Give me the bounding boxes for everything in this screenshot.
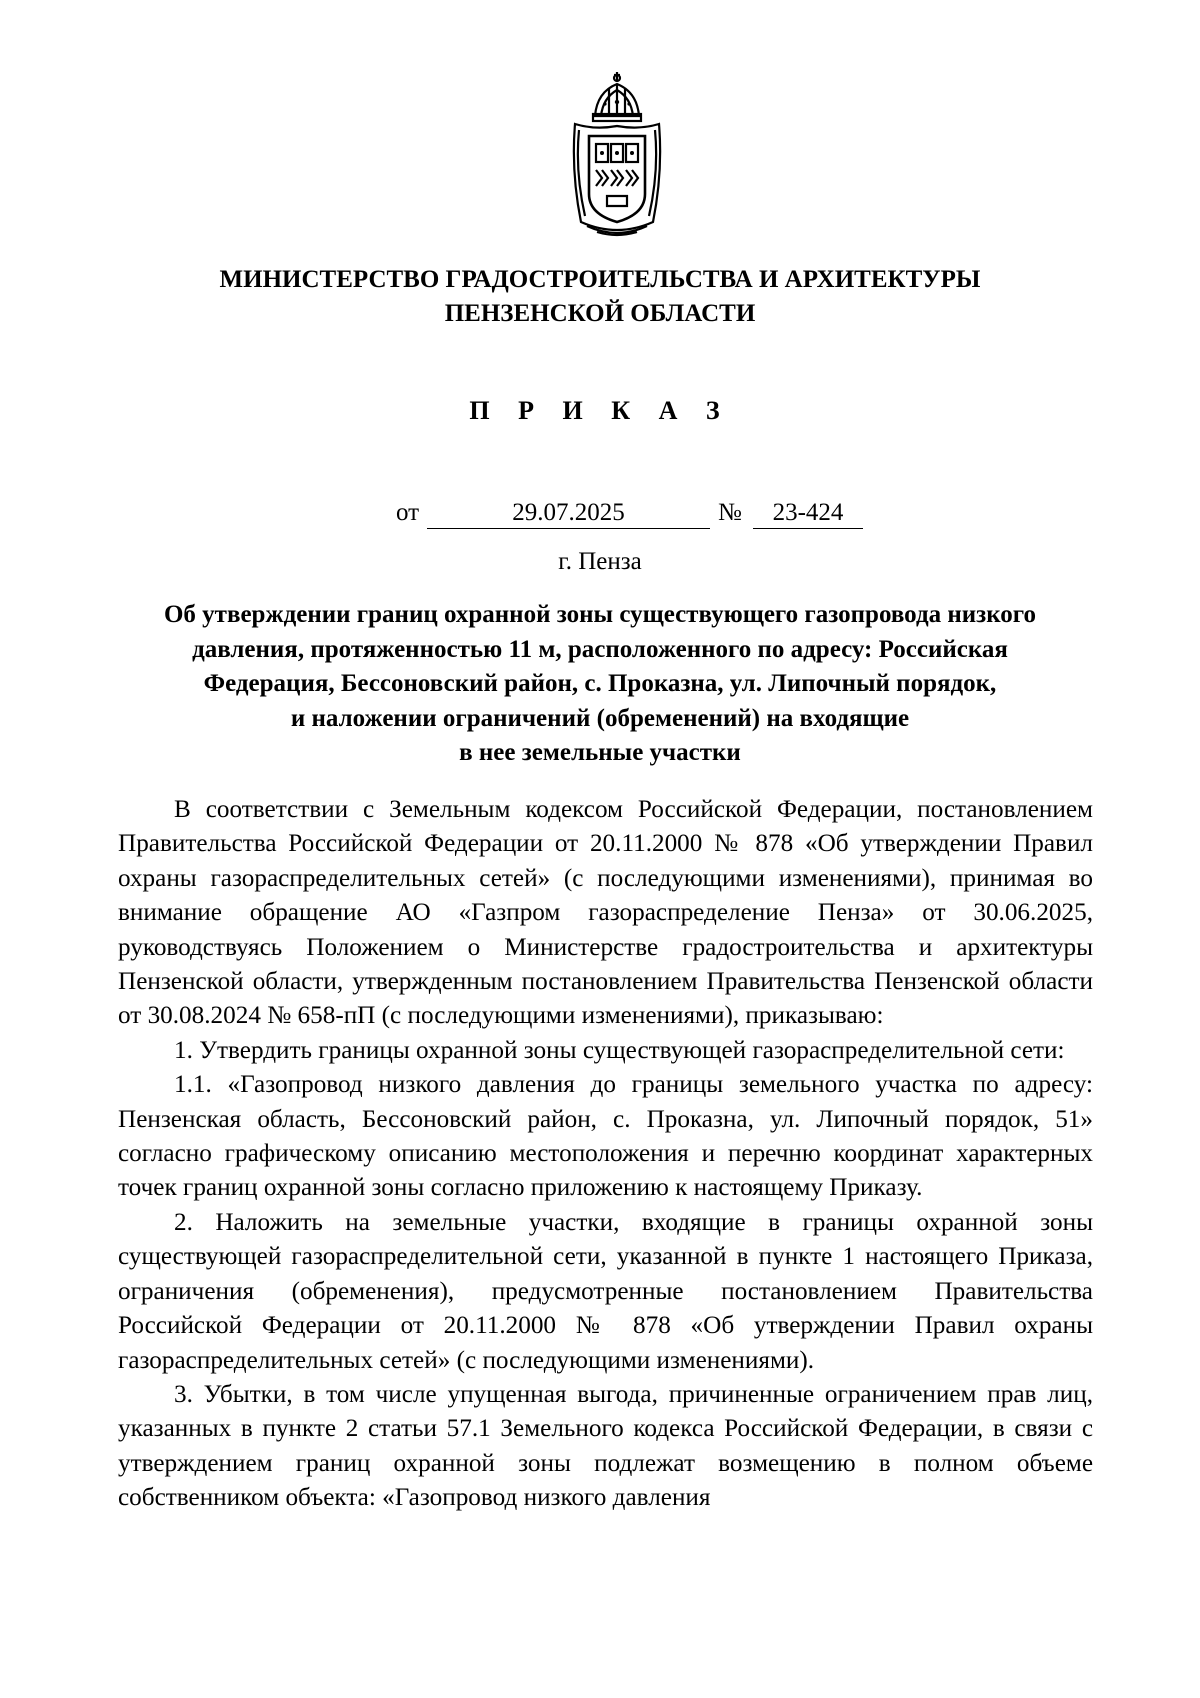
order-title-line: и наложении ограничений (обременений) на входящие xyxy=(290,704,910,732)
document-type: П Р И К А З xyxy=(469,396,731,425)
date-number-line xyxy=(0,497,1200,537)
order-title-line: давления, протяженностью 11 м, расположенного по адресу: Российская xyxy=(192,635,1008,663)
order-title-line: в нее земельные участки xyxy=(459,739,741,766)
order-title-line: Об утверждении границ охранной зоны существующего газопровода низкого xyxy=(163,601,1037,628)
ministry-name-line2: ПЕНЗЕНСКОЙ ОБЛАСТИ xyxy=(444,300,756,327)
preamble-paragraph: В соответствии с Земельным кодексом Российской Федерации, постановлением Правительства Российской Федерации от 20.11.2000 № 878 «Об утверждении Правил охраны газораспределительных сетей» (с последующими изменениями), принимая во внимание обращение АО «Газпром газораспределение Пенза» от 30.06.2025, руководствуясь Положением о Министерстве градостроительства и архитектуры Пензенской области, утвержденным постановлением Правительства Пензенской области от 30.08.2024 № 658-пП (с последующими изменениями), приказываю: xyxy=(118,796,1093,1030)
ministry-name xyxy=(100,263,1100,331)
number-label: № xyxy=(718,499,742,526)
clause-1-paragraph: 1. Утвердить границы охранной зоны существующей газораспределительной сети: xyxy=(174,1036,1065,1064)
coat-of-arms-icon xyxy=(567,72,667,240)
clause-2-paragraph: 2. Наложить на земельные участки, входящие в границы охранной зоны существующей газораспределительной сети, указанной в пункте 1 настоящего Приказа, ограничения (обременения), предусмотренные постановлением Правительства Российской Федерации от 20.11.2000 № 878 «Об утверждении Правил охраны газораспределительных сетей» (с последующими изменениями). xyxy=(118,1208,1093,1374)
order-number: 23-424 xyxy=(753,499,863,529)
city-name: г. Пенза xyxy=(558,548,642,575)
order-title xyxy=(120,598,1080,771)
clause-1-1-paragraph: 1.1. «Газопровод низкого давления до границы земельного участка по адресу: Пензенская область, Бессоновский район, с. Проказна, ул. Липочный порядок, 51» согласно графическому описанию местоположения и перечню координат характерных точек границ охранной зоны согласно приложению к настоящему Приказу. xyxy=(118,1071,1093,1202)
clause-3-paragraph: 3. Убытки, в том числе упущенная выгода, причиненные ограничением прав лиц, указанных в пункте 2 статьи 57.1 Земельного кодекса Российской Федерации, в связи с утверждением границ охранной зоны подлежат возмещению в полном объеме собственником объекта: «Газопровод низкого давления xyxy=(118,1380,1093,1512)
order-date: 29.07.2025 xyxy=(427,499,710,529)
ministry-name-line1: МИНИСТЕРСТВО ГРАДОСТРОИТЕЛЬСТВА И АРХИТЕКТУРЫ xyxy=(219,266,981,293)
order-title-line: Федерация, Бессоновский район, с. Проказна, ул. Липочный порядок, xyxy=(203,670,997,697)
order-body xyxy=(118,793,1093,1516)
date-label: от xyxy=(396,499,420,526)
